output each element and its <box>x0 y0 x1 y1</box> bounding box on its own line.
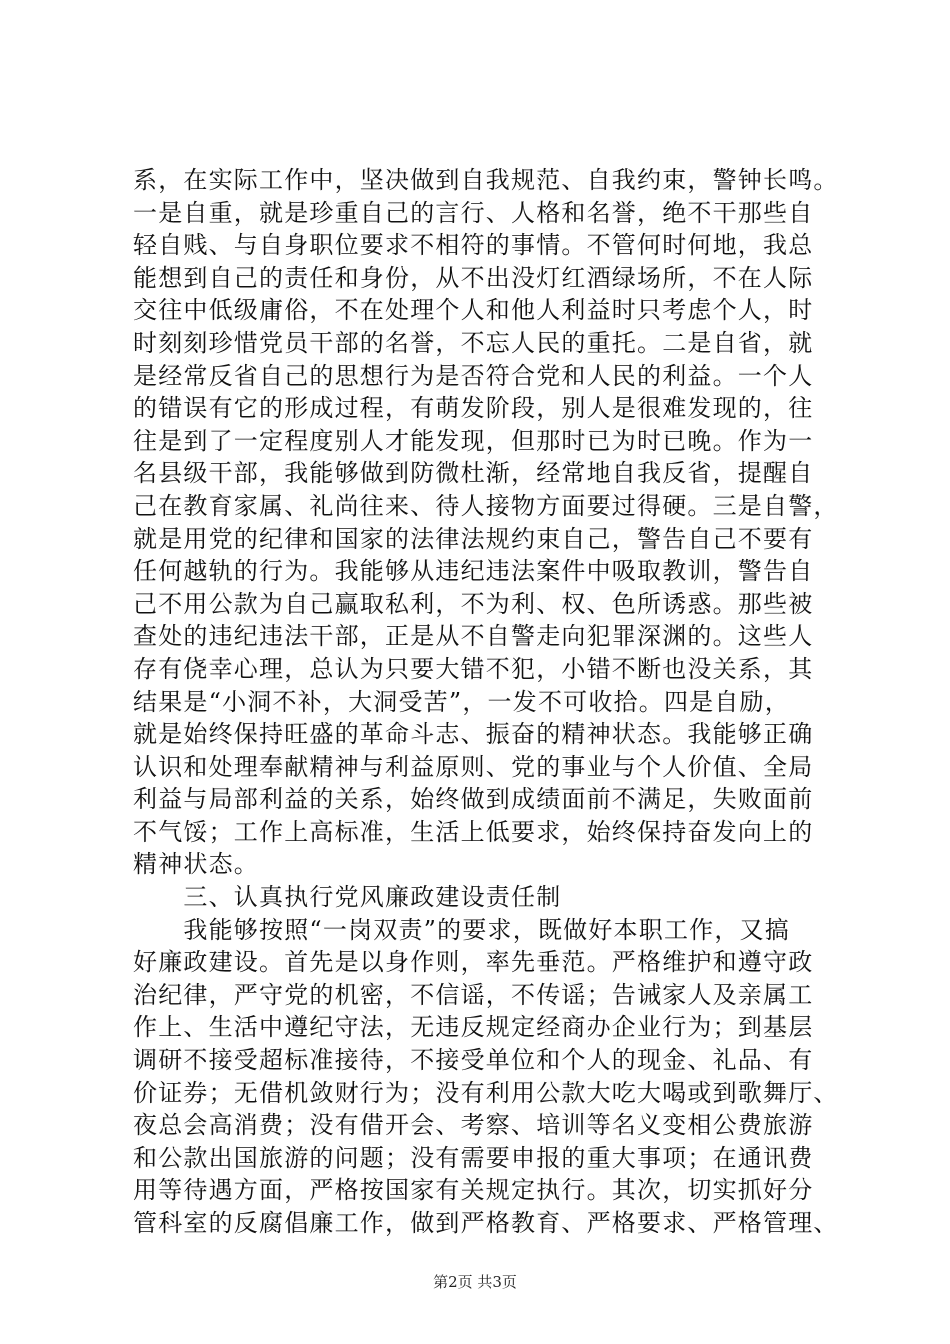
text-line: 和公款出国旅游的问题；没有需要申报的重大事项；在通讯费 <box>133 1143 814 1172</box>
text-line: 就是用党的纪律和国家的法律法规约束自己，警告自己不要有 <box>133 524 814 553</box>
text-line: 己不用公款为自己赢取私利，不为利、权、色所诱惑。那些被 <box>133 589 814 618</box>
text-line: 价证券；无借机敛财行为；没有利用公款大吃大喝或到歌舞厅、 <box>133 1078 839 1107</box>
text-line: 调研不接受超标准接待，不接受单位和个人的现金、礼品、有 <box>133 1046 814 1075</box>
text-line: 作上、生活中遵纪守法，无违反规定经商办企业行为；到基层 <box>133 1013 814 1042</box>
text-line: 认识和处理奉献精神与利益原则、党的事业与个人价值、全局 <box>133 752 814 781</box>
text-line: 的错误有它的形成过程，有萌发阶段，别人是很难发现的，往 <box>133 394 814 423</box>
text-line: 结果是“小洞不补，大洞受苦”，一发不可收拾。四是自励， <box>133 687 790 716</box>
text-line: 交往中低级庸俗，不在处理个人和他人利益时只考虑个人，时 <box>133 296 814 325</box>
text-line: 存有侥幸心理，总认为只要大错不犯，小错不断也没关系，其 <box>133 654 814 683</box>
text-line: 夜总会高消费；没有借开会、考察、培训等名义变相公费旅游 <box>133 1111 814 1140</box>
body-text <box>133 164 839 1240</box>
text-line: 精神状态。 <box>133 850 259 879</box>
text-line: 管科室的反腐倡廉工作，做到严格教育、严格要求、严格管理、 <box>133 1209 839 1237</box>
text-line: 就是始终保持旺盛的革命斗志、振奋的精神状态。我能够正确 <box>133 720 814 749</box>
text-line: 用等待遇方面，严格按国家有关规定执行。其次，切实抓好分 <box>133 1176 814 1205</box>
text-line: 一是自重，就是珍重自己的言行、人格和名誉，绝不干那些自 <box>133 198 814 227</box>
text-line: 利益与局部利益的关系，始终做到成绩面前不满足，失败面前 <box>133 785 814 814</box>
text-line: 不气馁；工作上高标准，生活上低要求，始终保持奋发向上的 <box>133 817 814 846</box>
text-line: 往是到了一定程度别人才能发现，但那时已为时已晚。作为一 <box>133 426 814 455</box>
text-line: 查处的违纪违法干部，正是从不自警走向犯罪深渊的。这些人 <box>133 622 814 651</box>
text-line: 好廉政建设。首先是以身作则，率先垂范。严格维护和遵守政 <box>133 948 814 977</box>
page-footer: 第2页 共3页 <box>433 1273 517 1291</box>
text-line: 能想到自己的责任和身份，从不出没灯红酒绿场所，不在人际 <box>133 263 814 292</box>
text-line: 己在教育家属、礼尚往来、待人接物方面要过得硬。三是自警， <box>133 491 839 520</box>
text-line: 我能够按照“一岗双责”的要求，既做好本职工作，又搞 <box>133 915 790 944</box>
text-line: 轻自贱、与自身职位要求不相符的事情。不管何时何地，我总 <box>133 231 814 260</box>
text-line: 任何越轨的行为。我能够从违纪违法案件中吸取教训，警告自 <box>133 557 814 586</box>
section-heading: 三、认真执行党风廉政建设责任制 <box>133 883 562 912</box>
text-line: 是经常反省自己的思想行为是否符合党和人民的利益。一个人 <box>133 361 814 390</box>
text-line: 系，在实际工作中，坚决做到自我规范、自我约束，警钟长鸣。 <box>133 166 839 194</box>
text-line: 治纪律，严守党的机密，不信谣，不传谣；告诫家人及亲属工 <box>133 980 814 1009</box>
text-line: 时刻刻珍惜党员干部的名誉，不忘人民的重托。二是自省，就 <box>133 328 814 357</box>
text-line: 名县级干部，我能够做到防微杜渐，经常地自我反省，提醒自 <box>133 459 814 488</box>
